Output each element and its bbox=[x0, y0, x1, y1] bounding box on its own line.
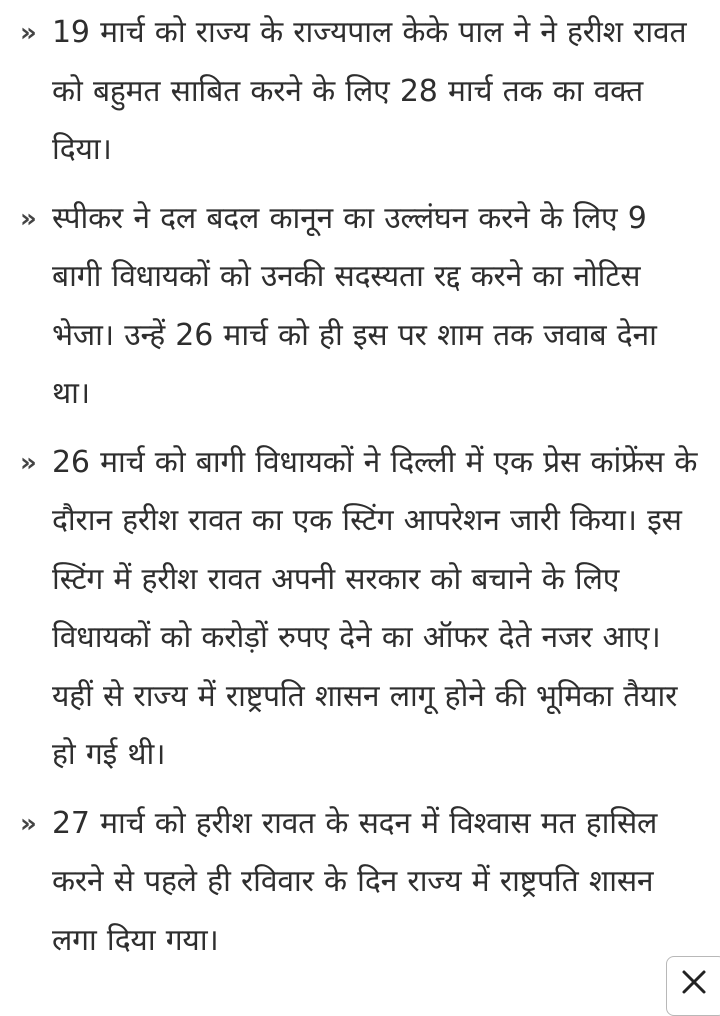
list-item bbox=[0, 434, 720, 785]
list-item bbox=[0, 190, 720, 424]
close-icon[interactable] bbox=[681, 969, 707, 995]
bullet-marker: » bbox=[20, 808, 37, 839]
list-item bbox=[0, 795, 720, 971]
close-ad-button[interactable] bbox=[666, 956, 720, 1016]
bullet-marker: » bbox=[20, 203, 37, 234]
list-item bbox=[0, 4, 720, 180]
bullet-marker: » bbox=[20, 447, 37, 478]
list-item-text: 27 मार्च को हरीश रावत के सदन में विश्वास मत हासिल करने से पहले ही रविवार के दिन राज्य में राष्ट्रपति शासन लगा दिया गया। bbox=[52, 805, 658, 958]
list-item-text: स्पीकर ने दल बदल कानून का उल्लंघन करने के लिए 9 बागी विधायकों को उनकी सदस्यता रद्द करने का नोटिस भेजा। उन्हें 26 मार्च को ही इस पर शाम तक जवाब देना था। bbox=[52, 200, 657, 411]
list-item-text: 19 मार्च को राज्य के राज्यपाल केके पाल ने ने हरीश रावत को बहुमत साबित करने के लिए 28 मार्च तक का वक्त दिया। bbox=[52, 15, 687, 167]
list-item-text: 26 मार्च को बागी विधायकों ने दिल्ली में एक प्रेस कांफ्रेंस के दौरान हरीश रावत का एक स्टिंग आपरेशन जारी किया। इस स्टिंग में हरीश रावत अपनी सरकार को बचाने के लिए विधायकों को करोड़ों रुपए देने का ऑफर देते नजर आए। यहीं से राज्य में राष्ट्रपति शासन लागू होने की भूमिका तैयार हो गई थी। bbox=[52, 444, 698, 772]
bullet-marker: » bbox=[20, 18, 37, 48]
